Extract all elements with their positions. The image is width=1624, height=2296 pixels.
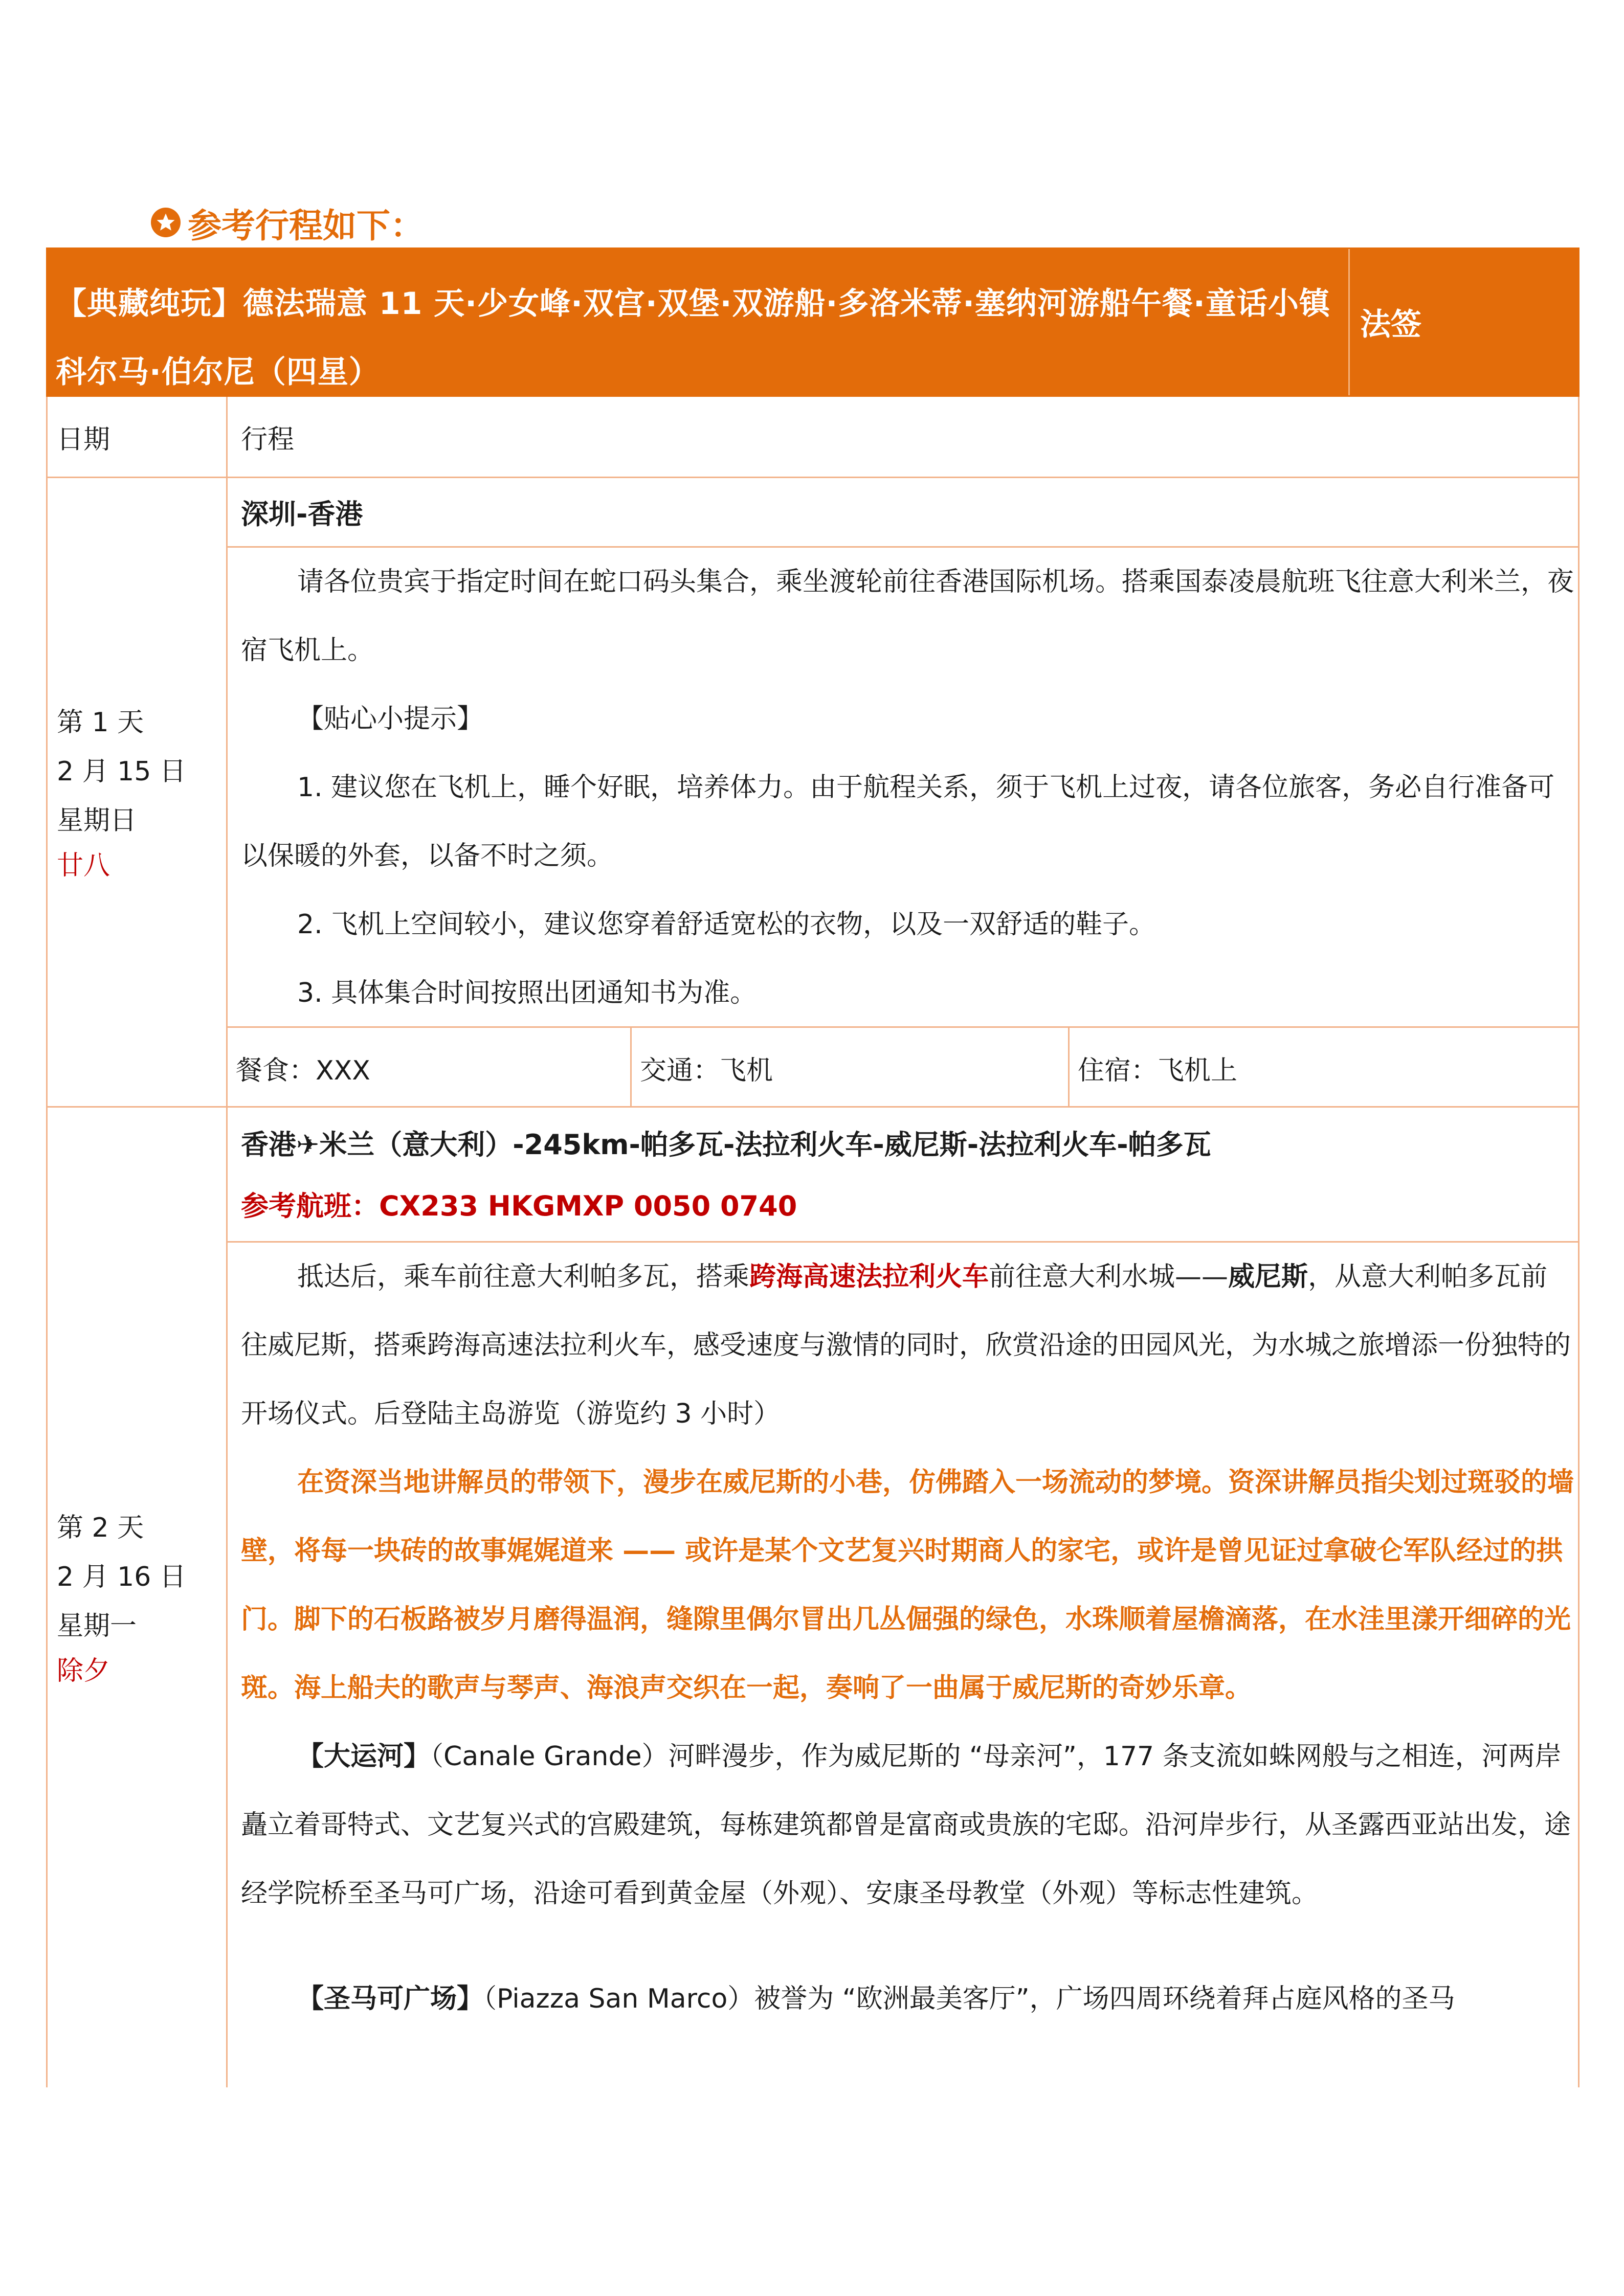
transport: 交通：飞机 (632, 1028, 1070, 1108)
day-weekday: 星期一 (57, 1611, 137, 1641)
table-header (46, 397, 1579, 478)
tip-item: 3. 具体集合时间按照出团通知书为准。 (297, 978, 757, 1008)
day-content (228, 478, 1578, 1106)
day-summary (228, 1026, 1578, 1108)
tip-item: 1. 建议您在飞机上，睡个好眠，培养体力。由于航程关系，须于飞机上过夜，请各位旅客，务必自行准备可以保暖的外套，以备不时之须。 (241, 772, 1555, 871)
day-paragraph: 抵达后，乘车前往意大利帕多瓦，搭乘跨海高速法拉利火车前往意大利水城——威尼斯，从意大利帕多瓦前往威尼斯，搭乘跨海高速法拉利火车，感受速度与激情的同时，欣赏沿途的田园风光，为水城之旅增添一份独特的开场仪式。后登陆主岛游览（游览约 3 小时） (241, 1262, 1571, 1429)
tour-title-row (46, 247, 1579, 397)
day-weekday: 星期日 (57, 805, 137, 836)
day-lunar: 廿八 (57, 850, 110, 881)
heading-text: 参考行程如下： (188, 206, 424, 245)
star-icon (151, 208, 181, 237)
section-heading (151, 197, 424, 248)
header-date: 日期 (48, 397, 228, 477)
day-route: 深圳-香港 (228, 478, 1578, 548)
tour-title: 【典藏纯玩】德法瑞意 11 天·少女峰·双宫·双堡·双游船·多洛米蒂·塞纳河游船午餐·童话小镇科尔马·伯尔尼（四星） (48, 249, 1350, 395)
day-number: 第 1 天 (57, 707, 144, 738)
day-lunar: 除夕 (57, 1656, 110, 1686)
day-paragraph: 【大运河】（Canale Grande）河畔漫步，作为威尼斯的 “母亲河”，177 条支流如蛛网般与之相连，河两岸矗立着哥特式、文艺复兴式的宫殿建筑，每栋建筑都曾是富商或贵族的宅邸。沿河岸步行，从圣露西亚站出发，途经学院桥至圣马可广场，沿途可看到黄金屋（外观）、安康圣母教堂（外观）等标志性建筑。 (241, 1741, 1571, 1909)
highlight-paragraph: 在资深当地讲解员的带领下，漫步在威尼斯的小巷，仿佛踏入一场流动的梦境。资深讲解员指尖划过斑驳的墙壁，将每一块砖的故事娓娓道来 —— 或许是某个文艺复兴时期商人的家宅，或许是曾见证过拿破仑军队经过的拱门。脚下的石板路被岁月磨得温润，缝隙里偶尔冒出几丛倔强的绿色，水珠顺着屋檐滴落，在水洼里漾开细碎的光斑。海上船夫的歌声与琴声、海浪声交织在一起，奏响了一曲属于威尼斯的奇妙乐章。 (241, 1467, 1574, 1703)
hotel: 住宿：飞机上 (1078, 1055, 1238, 1086)
itinerary-table (46, 247, 1579, 2087)
visa-label: 法签 (1360, 307, 1421, 343)
day-route: 香港✈米兰（意大利）-245km-帕多瓦-法拉利火车-威尼斯-法拉利火车-帕多瓦 (241, 1128, 1211, 1161)
day-paragraph: 请各位贵宾于指定时间在蛇口码头集合，乘坐渡轮前往香港国际机场。搭乘国泰凌晨航班飞往意大利米兰，夜宿飞机上。 (241, 567, 1574, 666)
reference-flight: 参考航班：CX233 HKGMXP 0050 0740 (228, 1167, 1578, 1243)
day-date-cell (48, 1108, 228, 2087)
day-paragraph: 【圣马可广场】（Piazza San Marco）被誉为 “欧洲最美客厅”，广场四周环绕着拜占庭风格的圣马 (297, 1984, 1455, 2014)
day-number: 第 2 天 (57, 1513, 144, 1543)
tips-title: 【贴心小提示】 (297, 704, 484, 734)
meals: 餐食：XXX (228, 1028, 632, 1108)
day-row (46, 1108, 1579, 2087)
tip-item: 2. 飞机上空间较小，建议您穿着舒适宽松的衣物，以及一双舒适的鞋子。 (297, 909, 1156, 940)
day-content (228, 1108, 1578, 2087)
day-date: 2 月 15 日 (57, 756, 186, 787)
day-date: 2 月 16 日 (57, 1562, 186, 1592)
day-date-cell (48, 478, 228, 1106)
header-itinerary: 行程 (241, 424, 295, 455)
day-row (46, 478, 1579, 1108)
